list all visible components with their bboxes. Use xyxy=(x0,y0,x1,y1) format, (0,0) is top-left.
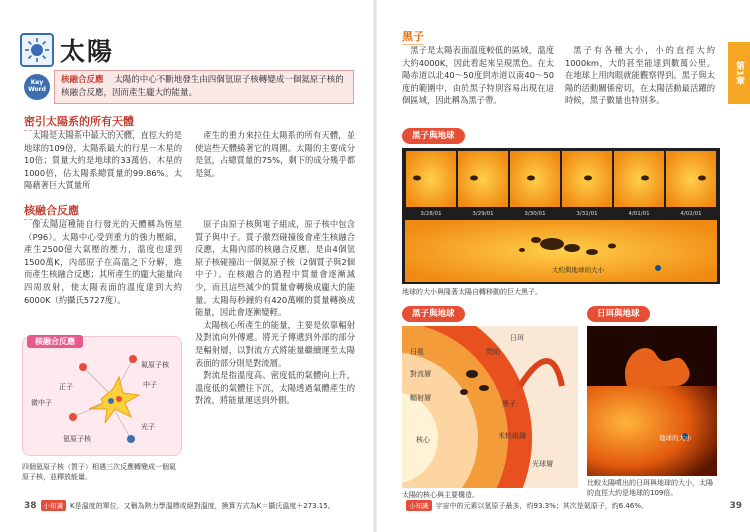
label-granule: 米粒組織 xyxy=(498,432,526,440)
right-footer-tag: 小知識 xyxy=(406,500,432,511)
section2-col1 xyxy=(24,218,182,306)
section2-text-d: 對流是指溫度高、密度低的氣體向上升，溫度低的氣體往下沉，太陽透過氣體產生的對流，將能量運送到外側。 xyxy=(195,370,355,406)
proton-dot xyxy=(79,363,87,371)
left-page-number: 38 xyxy=(24,500,37,511)
sunspot-thumbnail xyxy=(666,151,716,207)
thumbnail-sunspot xyxy=(470,176,478,181)
thumbnail-sunspot xyxy=(641,176,649,181)
key-word-box xyxy=(54,70,354,104)
label-sunspot: 黑子 xyxy=(502,400,516,408)
sunspot-heading: 黑子 xyxy=(402,30,424,43)
sunspot-thumbnail xyxy=(458,151,508,207)
fusion-caption: 四個氫原子核（質子）相遇三次反應轉變成一個氦原子核，並釋放能量。 xyxy=(22,463,176,481)
section-heading-2: 核融合反應 xyxy=(24,202,79,220)
fusion-figure-tab: 核融合反應 xyxy=(27,335,83,348)
fusion-diagram xyxy=(23,337,181,455)
key-term: 核融合反應 xyxy=(61,75,104,85)
sunspot-date-label: 3/31/01 xyxy=(576,211,598,217)
sunspot-col2 xyxy=(565,44,715,107)
title-row xyxy=(20,32,114,68)
banner-sunspot-earth: 黑子與地球 xyxy=(402,128,465,144)
label-convective: 對流層 xyxy=(410,370,431,378)
section2-text-a: 像太陽這種能自行發光的天體稱為恆星（P96）。太陽中心受到重力的強力壓縮，產生2500億大氣壓的壓力，溫度也達到1500萬K，內部原子在高溫之下分解，進而產生核融合反應；其所產生的龐大能量向四周放射，使太陽表面的溫度達到大約6000K（約攝氏5727度）。 xyxy=(24,219,182,305)
neutron-dot xyxy=(127,435,135,443)
label-flare: 閃焰 xyxy=(486,348,500,356)
sunspot-photo-panel xyxy=(402,148,720,284)
prominence-photo xyxy=(587,326,717,476)
sunspot-date-label: 3/29/01 xyxy=(472,211,494,217)
label-radiative: 輻射層 xyxy=(410,394,431,402)
label-neutrino: 微中子 xyxy=(31,399,52,407)
key-text: 太陽的中心不斷地發生由四個氫原子核轉變成一個氦原子核的核融合反應，因而產生龐大的能量。 xyxy=(61,75,344,98)
thumbnail-sunspot xyxy=(698,176,706,181)
key-word-row xyxy=(24,70,354,104)
proton-dot xyxy=(116,396,122,402)
banner-structure: 黑子與地球 xyxy=(402,306,465,322)
label-corona: 日冕 xyxy=(410,348,424,356)
right-page-number: 39 xyxy=(729,500,742,511)
prominence-earth-label: 地球的大小 xyxy=(659,434,692,442)
left-footer-text: K是溫度的單位，又稱為熱力學溫標或絕對溫度，換算方式為K＝攝氏溫度＋273.15。 xyxy=(70,501,335,510)
sunspot-thumbnail xyxy=(510,151,560,207)
label-proton: 正子 xyxy=(59,383,73,391)
section1-text-a: 太陽是太陽系中最大的天體，直徑大約是地球的109倍，太陽系最大的行星－木星的10倍；質量大約是地球的33萬倍、木星的1000倍，佔太陽系總質量的99.86%。太陽藉著巨大質量所 xyxy=(24,130,182,191)
thumbnail-sunspot xyxy=(584,176,592,181)
right-page xyxy=(377,0,750,532)
sunspot-col1 xyxy=(402,44,554,107)
neutron-dot xyxy=(108,398,114,404)
label-photosphere: 光球層 xyxy=(532,460,553,468)
left-footer-tag: 小知識 xyxy=(41,500,67,511)
key-word-icon: Key Word xyxy=(24,74,50,100)
banner-prominence: 日珥與地球 xyxy=(587,306,650,322)
sunspot-thumbnails xyxy=(406,151,716,217)
thumbnail-sunspot xyxy=(413,176,421,181)
sunspot-date-label: 4/02/01 xyxy=(680,211,702,217)
section1-col1 xyxy=(24,129,182,192)
label-photon: 光子 xyxy=(141,423,155,431)
sunspot-text-a: 黑子是太陽表面溫度較低的區域，溫度大約4000K，因此看起來呈現黑色。在太陽赤道以北40～50度到赤道以南40～50度的範圍中，由於黑子特別容易出現在這個區域，因此稱為黑子帶。 xyxy=(402,45,554,106)
fusion-figure xyxy=(22,336,182,456)
label-hydrogen: 氫原子核 xyxy=(63,435,91,443)
sunspot-date-label: 3/28/01 xyxy=(420,211,442,217)
left-footer xyxy=(24,500,335,511)
section2-text-c: 太陽核心所產生的能量，主要是依靠輻射及對流向外傳遞。將光子傳遞到外部的部分是輻射層，以對流方式將能量繼續運至太陽表面的部分則是對流層。 xyxy=(195,319,355,368)
thumbnail-sunspot xyxy=(527,176,535,181)
proton-dot xyxy=(69,413,77,421)
left-page xyxy=(0,0,373,532)
sunspot-text-b: 黑子有各種大小，小的直徑大約1000km，大的甚至能達到數萬公里。在地球上用肉眼就能觀察得到。黑子與太陽的活動關係密切，在太陽活動最活躍的時候，黑子數量也特別多。 xyxy=(565,45,715,106)
proton-dot xyxy=(129,355,137,363)
section2-col2 xyxy=(195,218,355,407)
label-prominence: 日珥 xyxy=(510,334,524,342)
sunspot-photos xyxy=(402,148,720,284)
prominence-caption: 比較太陽噴出的日珥與地球的大小，太陽的直徑大約是地球的109倍。 xyxy=(587,479,713,497)
sun-icon xyxy=(20,33,54,67)
chapter-tab[interactable]: 第1章 xyxy=(728,42,750,104)
earth-size-marker xyxy=(655,265,661,271)
structure-caption: 太陽的核心與主要構造。 xyxy=(402,491,479,499)
sunspot-date-label: 4/01/01 xyxy=(628,211,650,217)
earth-size-label: 大約與地球的大小 xyxy=(552,266,604,274)
sunspot-caption: 地球的大小與隆著太陽自轉移動的巨大黑子。 xyxy=(402,288,542,296)
fusion-burst-graphic xyxy=(89,377,139,423)
section1-text-b: 產生的重力來拉住太陽系的所有天體，並使這些天體繞著它的周圍。太陽的主要成分是氫，占總質量的75%，剩下的成分幾乎都是氦。 xyxy=(195,130,355,178)
section2-text-b: 原子由原子核與電子組成，原子核中包含質子與中子。質子激烈碰撞後會產生核融合反應，太陽內部的核融合反應，是由4個氫原子核碰撞出一個氦原子核（2個質子與2個中子）。在核融合的過程中質量會逐漸減少，而且這些減少的質量會轉換成龐大的能量。太陽每秒鐘約有420萬噸的質量轉換成能量，因此會逐漸變輕。 xyxy=(195,219,355,318)
label-neutron: 中子 xyxy=(143,381,157,389)
sunspot-thumbnail xyxy=(614,151,664,207)
sunspot-date-label: 3/30/01 xyxy=(524,211,546,217)
label-core: 核心 xyxy=(416,436,430,444)
sun-structure-diagram xyxy=(402,326,578,488)
section1-col2 xyxy=(195,129,355,179)
label-helium: 氦原子核 xyxy=(141,361,169,369)
right-footer xyxy=(402,500,742,511)
section-heading-1: 密引太陽系的所有天體 xyxy=(24,113,134,131)
page-title: 太陽 xyxy=(60,37,115,66)
right-footer-text: 宇宙中的元素以氫原子最多，約93.3%；其次是氦原子，約6.46%。 xyxy=(435,501,648,510)
